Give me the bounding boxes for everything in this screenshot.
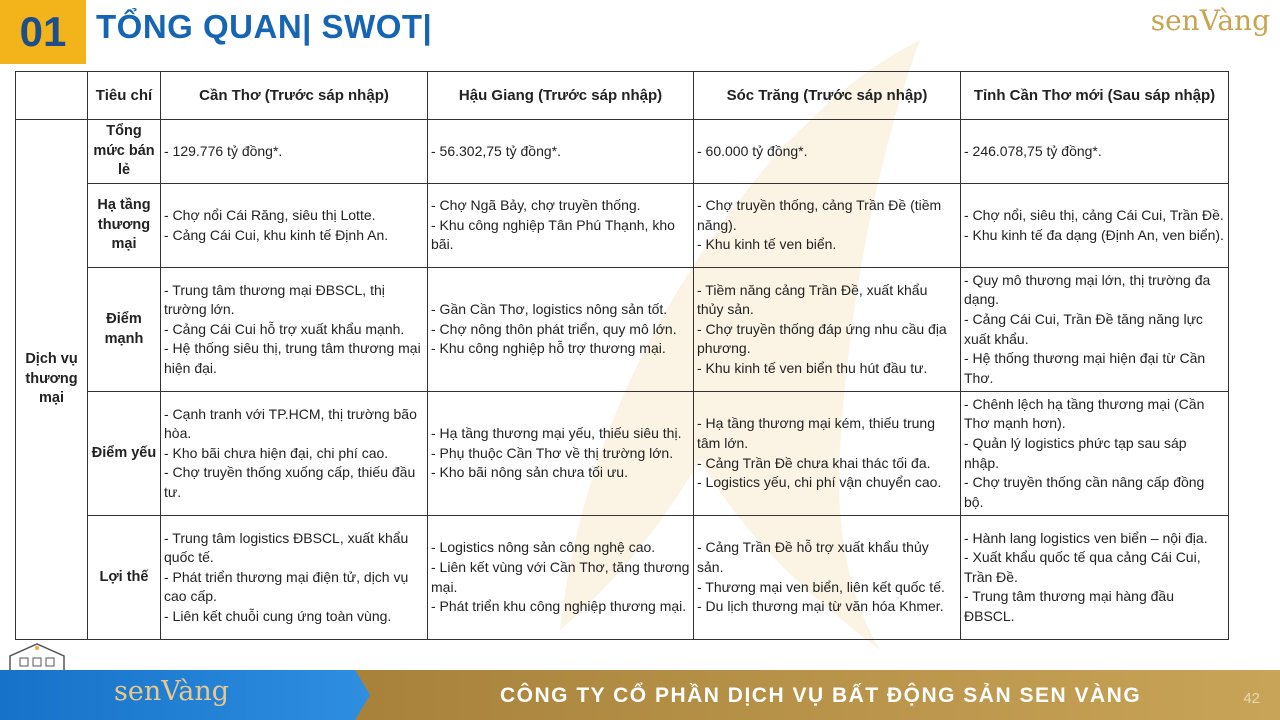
cell-line: - Khu kinh tế đa dạng (Định An, ven biển). <box>964 226 1224 243</box>
criterion-label: Tổng mức bán lẻ <box>88 120 161 184</box>
footer-logo: senVàng <box>114 676 230 707</box>
cell-soc-trang <box>694 184 961 268</box>
table-row <box>16 392 1229 516</box>
cell-can-tho <box>161 516 428 640</box>
cell-line: - Chợ nổi Cái Răng, siêu thị Lotte. <box>164 206 376 223</box>
col-header-can-tho: Cần Thơ (Trước sáp nhập) <box>161 72 428 120</box>
cell-line: - Chợ truyền thống xuống cấp, thiếu đầu tư. <box>164 464 416 500</box>
cell-hau-giang <box>428 392 694 516</box>
cell-line: - Chợ Ngã Bảy, chợ truyền thống. <box>431 197 641 214</box>
cell-line: - Cảng Cái Cui, khu kinh tế Định An. <box>164 226 389 243</box>
cell-line: - Trung tâm thương mại hàng đầu ĐBSCL. <box>964 588 1174 624</box>
building-logo-icon <box>6 642 68 672</box>
table-row <box>16 516 1229 640</box>
table-row <box>16 184 1229 268</box>
cell-soc-trang <box>694 392 961 516</box>
cell-line: - Cạnh tranh với TP.HCM, thị trường bão hòa. <box>164 405 417 442</box>
cell-line: - Khu kinh tế ven biển thu hút đầu tư. <box>697 359 928 376</box>
cell-soc-trang <box>694 120 961 184</box>
cell-hau-giang <box>428 268 694 392</box>
cell-line: - Khu kinh tế ven biển. <box>697 236 837 253</box>
group-label: Dịch vụ thương mại <box>16 120 88 640</box>
cell-line: - Liên kết chuỗi cung ứng toàn vùng. <box>164 607 392 624</box>
cell-line: - Quy mô thương mại lớn, thị trường đa dạng. <box>964 271 1211 308</box>
cell-line: - Trung tâm logistics ĐBSCL, xuất khẩu quốc tế. <box>164 529 409 566</box>
footer-bar <box>0 670 1280 720</box>
cell-line: - Hành lang logistics ven biển – nội địa. <box>964 529 1208 546</box>
cell-new-province <box>961 184 1229 268</box>
col-header-new-province: Tỉnh Cần Thơ mới (Sau sáp nhập) <box>961 72 1229 120</box>
cell-line: - Kho bãi nông sản chưa tối ưu. <box>431 464 628 481</box>
cell-new-province <box>961 516 1229 640</box>
cell-line: - Hạ tầng thương mại kém, thiếu trung tâm lớn. <box>697 415 935 451</box>
cell-line: - Liên kết vùng với Cần Thơ, tăng thương mại. <box>431 558 690 595</box>
swot-table <box>15 71 1229 640</box>
cell-line: - Du lịch thương mại từ văn hóa Khmer. <box>697 598 944 615</box>
cell-line: - Logistics nông sản công nghệ cao. <box>431 539 656 556</box>
table-row <box>16 120 1229 184</box>
cell-can-tho <box>161 184 428 268</box>
page-number: 42 <box>1243 690 1260 707</box>
cell-new-province <box>961 268 1229 392</box>
cell-line: - Hệ thống thương mại hiện đại từ Cần Thơ. <box>964 350 1206 386</box>
cell-line: - Khu công nghiệp hỗ trợ thương mại. <box>431 340 666 357</box>
criterion-label: Lợi thế <box>88 516 161 640</box>
cell-soc-trang <box>694 268 961 392</box>
cell-can-tho <box>161 268 428 392</box>
cell-line: - Chợ nổi, siêu thị, cảng Cái Cui, Trần Đề. <box>964 206 1224 223</box>
cell-line: - Cảng Trần Đề hỗ trợ xuất khẩu thủy sản. <box>697 539 929 575</box>
criterion-label: Điểm mạnh <box>88 268 161 392</box>
cell-hau-giang <box>428 120 694 184</box>
cell-hau-giang <box>428 516 694 640</box>
cell-line: - Logistics yếu, chi phí vận chuyển cao. <box>697 474 942 491</box>
col-header-hau-giang: Hậu Giang (Trước sáp nhập) <box>428 72 694 120</box>
cell-line: - Chênh lệch hạ tầng thương mại (Cần Thơ mạnh hơn). <box>964 395 1205 432</box>
section-number: 01 <box>0 0 86 64</box>
cell-line: - Phát triển khu công nghiệp thương mại. <box>431 598 687 615</box>
page-title: TỔNG QUAN| SWOT| <box>96 8 433 45</box>
col-header-blank <box>16 72 88 120</box>
cell-hau-giang <box>428 184 694 268</box>
cell-line: - Khu công nghiệp Tân Phú Thạnh, kho bãi. <box>431 216 675 253</box>
cell-line: - Thương mại ven biển, liên kết quốc tế. <box>697 578 945 595</box>
cell-line: - Cảng Cái Cui, Trần Đề tăng năng lực xuất khẩu. <box>964 310 1203 347</box>
cell-new-province <box>961 120 1229 184</box>
col-header-soc-trang: Sóc Trăng (Trước sáp nhập) <box>694 72 961 120</box>
cell-line: - Kho bãi chưa hiện đại, chi phí cao. <box>164 444 389 461</box>
cell-line: - 246.078,75 tỷ đồng*. <box>964 142 1102 159</box>
cell-line: - Cảng Trần Đề chưa khai thác tối đa. <box>697 454 931 471</box>
header-row <box>16 72 1229 120</box>
cell-line: - Trung tâm thương mại ĐBSCL, thị trường lớn. <box>164 281 385 318</box>
col-header-criterion: Tiêu chí <box>88 72 161 120</box>
cell-line: - Quản lý logistics phức tạp sau sáp nhập. <box>964 434 1187 471</box>
cell-line: - 129.776 tỷ đồng*. <box>164 142 283 159</box>
brand-logo: senVàng <box>1150 4 1270 37</box>
table-row <box>16 268 1229 392</box>
cell-line: - Hạ tầng thương mại yếu, thiếu siêu thị. <box>431 425 682 442</box>
cell-line: - Phụ thuộc Cần Thơ về thị trường lớn. <box>431 444 674 461</box>
cell-line: - Tiềm năng cảng Trần Đề, xuất khẩu thủy sản. <box>697 281 928 318</box>
cell-new-province <box>961 392 1229 516</box>
cell-line: - 56.302,75 tỷ đồng*. <box>431 142 561 159</box>
company-name: CÔNG TY CỔ PHẦN DỊCH VỤ BẤT ĐỘNG SẢN SEN VÀNG <box>500 684 1142 707</box>
cell-line: - Gần Cần Thơ, logistics nông sản tốt. <box>431 301 668 318</box>
cell-line: - Chợ truyền thống đáp ứng nhu cầu địa phương. <box>697 320 947 357</box>
cell-line: - Cảng Cái Cui hỗ trợ xuất khẩu mạnh. <box>164 320 405 337</box>
cell-line: - 60.000 tỷ đồng*. <box>697 142 808 159</box>
criterion-label: Điểm yếu <box>88 392 161 516</box>
cell-soc-trang <box>694 516 961 640</box>
cell-line: - Phát triển thương mại điện tử, dịch vụ cao cấp. <box>164 568 409 605</box>
cell-line: - Chợ truyền thống cần nâng cấp đồng bộ. <box>964 474 1205 510</box>
cell-line: - Xuất khẩu quốc tế qua cảng Cái Cui, Trần Đề. <box>964 549 1201 585</box>
cell-can-tho <box>161 120 428 184</box>
criterion-label: Hạ tầng thương mại <box>88 184 161 268</box>
cell-line: - Chợ truyền thống, cảng Trần Đề (tiềm năng). <box>697 197 942 233</box>
cell-line: - Chợ nông thôn phát triển, quy mô lớn. <box>431 320 677 337</box>
cell-can-tho <box>161 392 428 516</box>
cell-line: - Hệ thống siêu thị, trung tâm thương mại hiện đại. <box>164 340 421 376</box>
